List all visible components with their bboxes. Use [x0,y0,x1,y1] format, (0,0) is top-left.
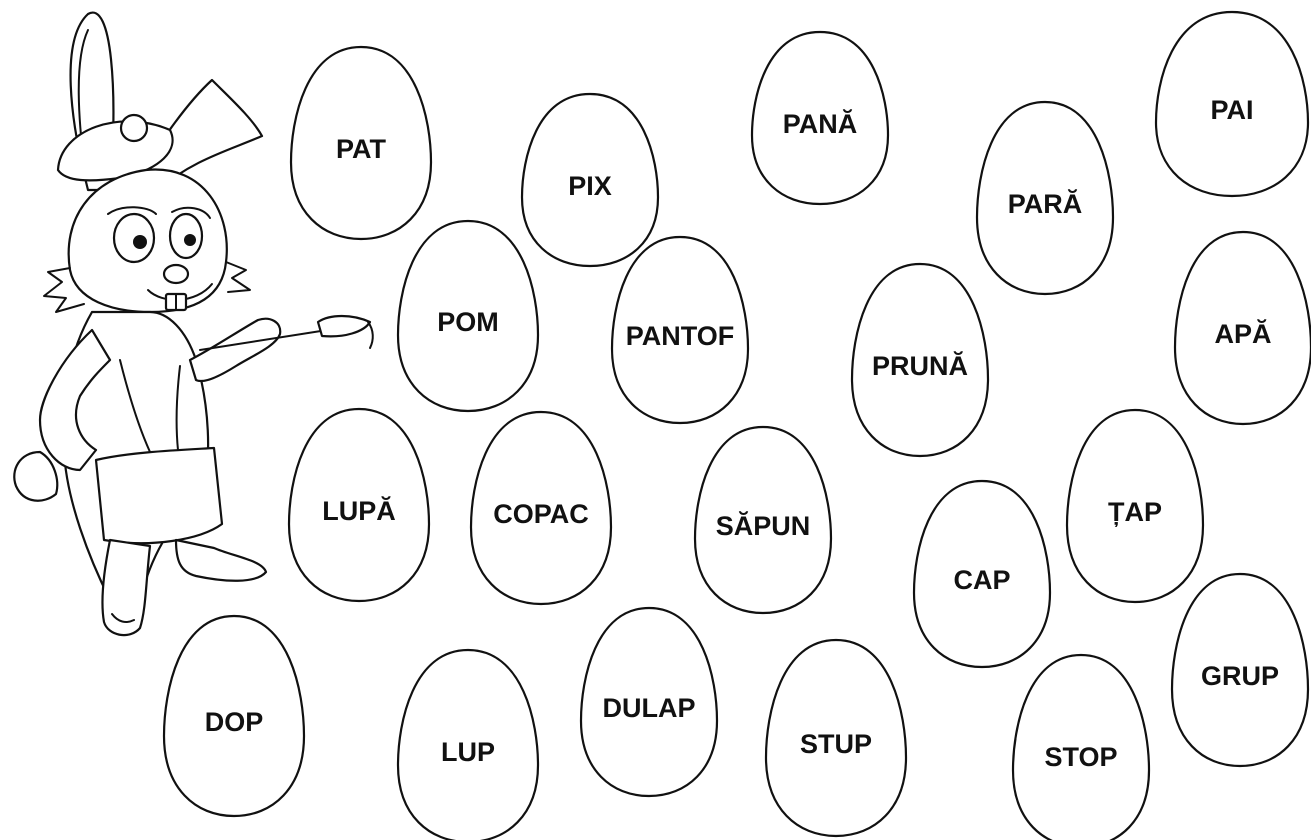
egg-word: PARĂ [1007,189,1083,220]
egg-word: PANĂ [782,109,858,140]
egg-12 [914,481,1050,667]
egg-4 [1156,12,1308,196]
egg-6 [612,237,748,423]
egg-16 [581,608,717,796]
egg-17 [766,640,906,836]
egg-11 [695,427,831,613]
egg-8 [1175,232,1311,424]
egg-3 [977,102,1113,294]
egg-word: COPAC [493,499,589,530]
egg-word: APĂ [1214,319,1272,350]
egg-word: PANTOF [625,321,735,352]
egg-1 [522,94,658,266]
egg-word: STUP [799,729,873,760]
egg-word: PAI [1210,95,1254,126]
egg-18 [1013,655,1149,840]
egg-13 [1067,410,1203,602]
egg-word: POM [437,307,499,338]
egg-word: GRUP [1200,661,1280,692]
egg-14 [164,616,304,816]
egg-word: ȚAP [1108,497,1162,528]
egg-word: CAP [953,565,1011,596]
egg-15 [398,650,538,840]
egg-7 [852,264,988,456]
egg-5 [398,221,538,411]
egg-word: DOP [204,707,264,738]
egg-word: SĂPUN [715,511,811,542]
egg-0 [291,47,431,239]
egg-word: STOP [1044,742,1118,773]
egg-19 [1172,574,1308,766]
egg-word: DULAP [602,693,696,724]
egg-9 [289,409,429,601]
egg-10 [471,412,611,604]
egg-word: LUPĂ [322,496,396,527]
egg-word: PRUNĂ [871,351,969,382]
egg-word: LUP [441,737,495,768]
egg-word: PAT [336,134,386,165]
eggs-layer [164,12,1311,840]
egg-2 [752,32,888,204]
egg-word: PIX [568,171,612,202]
